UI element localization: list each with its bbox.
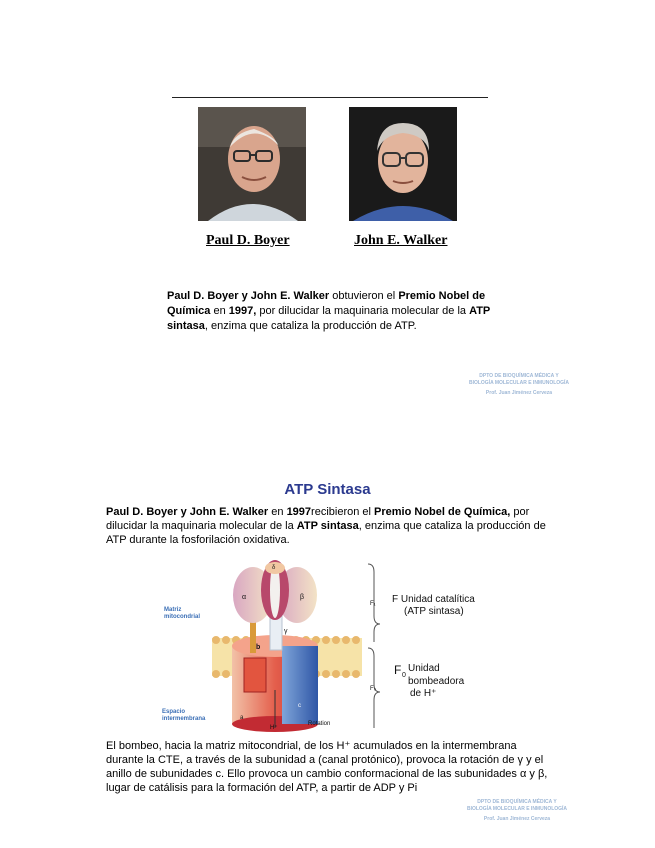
f0-letter: F [394,663,402,677]
watermark-author: Prof. Juan Jiménez Cerveza [485,390,553,396]
enzyme-name: ATP sintasa [167,305,491,332]
proton-label: H⁺ [270,725,278,731]
watermark [452,799,582,823]
space-label: Espacio intermembrana [162,709,206,722]
delta-label: δ [272,565,276,571]
laureate-names: Paul D. Boyer y John E. Walker [167,290,330,302]
watermark-author: Prof. Juan Jiménez Cerveza [483,816,551,822]
f0-symbol: F₀ [370,686,377,692]
prize-year: 1997 [286,506,312,518]
f0-subscript: 0 [402,672,406,679]
watermark [454,373,584,397]
nobel-paragraph [167,289,497,334]
enzyme-name: ATP sintasa [296,520,359,532]
laureate-names: Paul D. Boyer y John E. Walker [106,506,269,518]
watermark-line: BIOLOGÍA MOLECULAR E INMUNOLOGÍA [466,806,568,812]
atp-synthase-illustration [160,560,510,732]
watermark-line: DPTO DE BIOQUÍMICA MÉDICA Y [479,373,559,379]
atp-synthase-diagram [160,560,510,732]
beta-label: β [300,594,305,601]
gamma-label: γ [284,628,288,635]
slide-title: ATP Sintasa [284,481,371,498]
walker-portrait [349,107,457,221]
f1-description: F Unidad catalítica [392,594,475,605]
prize-name: Premio Nobel de Química [167,290,486,317]
b-label: b [256,644,261,651]
boyer-caption: Paul D. Boyer [206,233,290,248]
watermark-line: BIOLOGÍA MOLECULAR E INMUNOLOGÍA [468,380,570,386]
a-label: a [240,715,244,721]
prize-year: 1997, [228,305,257,317]
pumping-explanation: El bombeo, hacia la matriz mitocondrial, de los H⁺ acumulados en la intermembrana durante la CTE, a través de la subunidad a (canal protónico), provoca la rotación de γ y el anillo de subunidades c. Ello provoca un cambio conformacional de las subunidades α y β, lugar de catálisis para la formación del ATP, a partir de ADP y Pi [106,740,548,794]
matrix-label: Matriz mitocondrial [164,607,201,620]
f0-description-2: bombeadora [408,676,465,687]
text-span: por dilucidar la maquinaria molecular de la [106,506,530,532]
f1-symbol: F₁ [370,601,376,607]
f0-description: Unidad [408,663,440,674]
walker-caption: John E. Walker [354,233,448,248]
f0-description-3: de H⁺ [410,688,437,699]
text-span: obtuvieron el [329,290,399,302]
text-span: por dilucidar la maquinaria molecular de la [256,305,470,317]
text-span: en [268,506,287,518]
alpha-label: α [242,594,247,601]
text-span: recibieron el [311,506,375,518]
text-span: , enzima que cataliza la producción de ATP durante la fosforilación oxidativa. [106,520,546,546]
boyer-portrait [198,107,306,221]
watermark-line: DPTO DE BIOQUÍMICA MÉDICA Y [477,799,557,805]
rotation-label: Rotation [308,721,331,727]
prize-name: Premio Nobel de Química, [374,506,511,518]
f1-description-2: (ATP sintasa) [404,606,464,617]
top-rule [172,97,488,98]
atp-synthase-paragraph [106,505,551,547]
text-span: , enzima que cataliza la producción de ATP. [204,320,417,332]
text-span: en [210,305,229,317]
c-label: c [298,703,301,709]
